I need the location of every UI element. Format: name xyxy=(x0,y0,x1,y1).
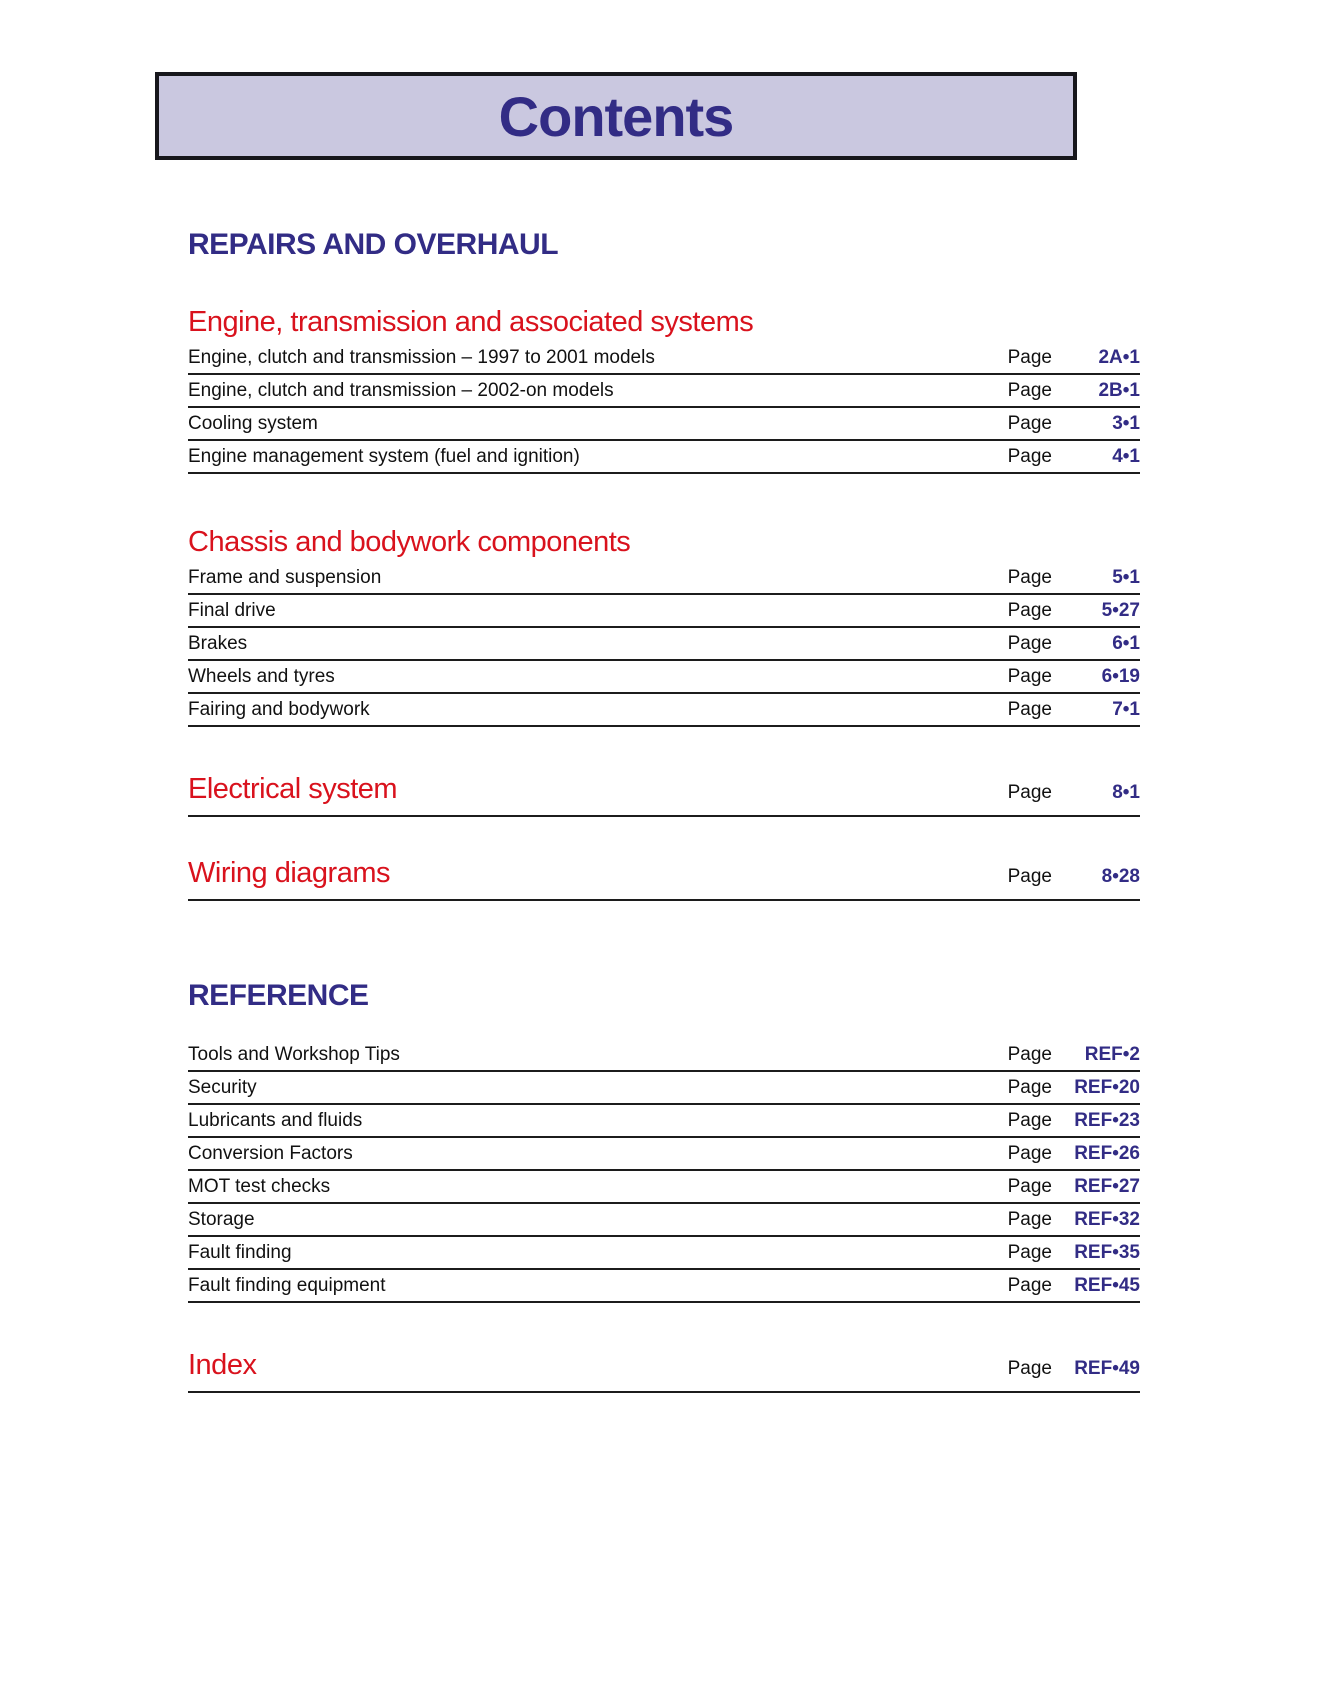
toc-row xyxy=(188,1039,1140,1072)
row-title: MOT test checks xyxy=(188,1176,331,1197)
row-title: Tools and Workshop Tips xyxy=(188,1044,400,1065)
page-number: REF•49 xyxy=(1074,1358,1140,1379)
page-number: REF•32 xyxy=(1074,1209,1140,1230)
page-word: Page xyxy=(1007,633,1052,654)
row-title: Fault finding xyxy=(188,1242,292,1263)
page-word: Page xyxy=(1007,1143,1052,1164)
page-number: 2A•1 xyxy=(1098,347,1140,368)
page-number: REF•45 xyxy=(1074,1275,1140,1296)
row-title: Engine management system (fuel and ignition) xyxy=(188,446,580,467)
page-word: Page xyxy=(1007,1044,1052,1065)
page-number: 3•1 xyxy=(1112,413,1140,434)
row-title: Lubricants and fluids xyxy=(188,1110,363,1131)
page-number: REF•2 xyxy=(1084,1044,1140,1065)
page-number: 8•1 xyxy=(1112,782,1140,803)
page-word: Page xyxy=(1007,1176,1052,1197)
toc-row xyxy=(188,562,1140,595)
page-number: 6•1 xyxy=(1112,633,1140,654)
toc-row-electrical-system xyxy=(188,773,1140,817)
page-word: Page xyxy=(1007,600,1052,621)
group-engine-transmission xyxy=(188,306,1140,474)
toc-row-index xyxy=(188,1349,1140,1393)
group-chassis-bodywork xyxy=(188,526,1140,727)
contents-list xyxy=(188,228,1140,1393)
page-word: Page xyxy=(1007,1077,1052,1098)
page-number: REF•35 xyxy=(1074,1242,1140,1263)
row-title: Conversion Factors xyxy=(188,1143,353,1164)
page-word: Page xyxy=(1007,782,1052,803)
page-word: Page xyxy=(1007,1275,1052,1296)
row-title: Engine, clutch and transmission – 2002-on models xyxy=(188,380,614,401)
page-number: REF•20 xyxy=(1074,1077,1140,1098)
toc-row xyxy=(188,661,1140,694)
group-heading-wiring: Wiring diagrams xyxy=(188,857,390,889)
page-title: Contents xyxy=(498,84,734,148)
row-title: Frame and suspension xyxy=(188,567,382,588)
page-number: 8•28 xyxy=(1101,866,1140,887)
page-word: Page xyxy=(1007,413,1052,434)
toc-row xyxy=(188,441,1140,474)
page-word: Page xyxy=(1007,446,1052,467)
toc-row-wiring-diagrams xyxy=(188,857,1140,901)
toc-row xyxy=(188,628,1140,661)
page-word: Page xyxy=(1007,380,1052,401)
toc-row xyxy=(188,1270,1140,1303)
row-title: Engine, clutch and transmission – 1997 to 2001 models xyxy=(188,347,655,368)
toc-row xyxy=(188,1105,1140,1138)
toc-row xyxy=(188,1138,1140,1171)
page-number: REF•27 xyxy=(1074,1176,1140,1197)
toc-row xyxy=(188,1237,1140,1270)
page-number: 7•1 xyxy=(1112,699,1140,720)
page-number: 5•27 xyxy=(1101,600,1140,621)
toc-row xyxy=(188,1204,1140,1237)
page-number: 5•1 xyxy=(1112,567,1140,588)
row-title: Wheels and tyres xyxy=(188,666,335,687)
toc-row xyxy=(188,342,1140,375)
page-number: 6•19 xyxy=(1101,666,1140,687)
page-number: 2B•1 xyxy=(1098,380,1140,401)
toc-row xyxy=(188,1171,1140,1204)
page-word: Page xyxy=(1007,1358,1052,1379)
row-title: Final drive xyxy=(188,600,276,621)
group-heading-chassis: Chassis and bodywork components xyxy=(188,526,631,558)
toc-row xyxy=(188,595,1140,628)
page-word: Page xyxy=(1007,1242,1052,1263)
page-word: Page xyxy=(1007,567,1052,588)
section-heading-repairs-and-overhaul: REPAIRS AND OVERHAUL xyxy=(188,228,559,261)
page-word: Page xyxy=(1007,866,1052,887)
toc-row xyxy=(188,408,1140,441)
page-word: Page xyxy=(1007,1209,1052,1230)
row-title: Cooling system xyxy=(188,413,318,434)
page-number: REF•26 xyxy=(1074,1143,1140,1164)
toc-row xyxy=(188,694,1140,727)
toc-row xyxy=(188,1072,1140,1105)
page-word: Page xyxy=(1007,666,1052,687)
page-number: 4•1 xyxy=(1112,446,1140,467)
page-number: REF•23 xyxy=(1074,1110,1140,1131)
row-title: Brakes xyxy=(188,633,248,654)
toc-row xyxy=(188,375,1140,408)
group-heading-index: Index xyxy=(188,1349,257,1381)
row-title: Fairing and bodywork xyxy=(188,699,370,720)
row-title: Security xyxy=(188,1077,257,1098)
group-reference xyxy=(188,1039,1140,1303)
row-title: Storage xyxy=(188,1209,255,1230)
group-heading-engine: Engine, transmission and associated systems xyxy=(188,306,754,338)
page-word: Page xyxy=(1007,347,1052,368)
page-title-box xyxy=(155,72,1077,160)
section-heading-reference: REFERENCE xyxy=(188,979,369,1012)
page-word: Page xyxy=(1007,1110,1052,1131)
row-title: Fault finding equipment xyxy=(188,1275,386,1296)
page-word: Page xyxy=(1007,699,1052,720)
group-heading-electrical: Electrical system xyxy=(188,773,398,805)
